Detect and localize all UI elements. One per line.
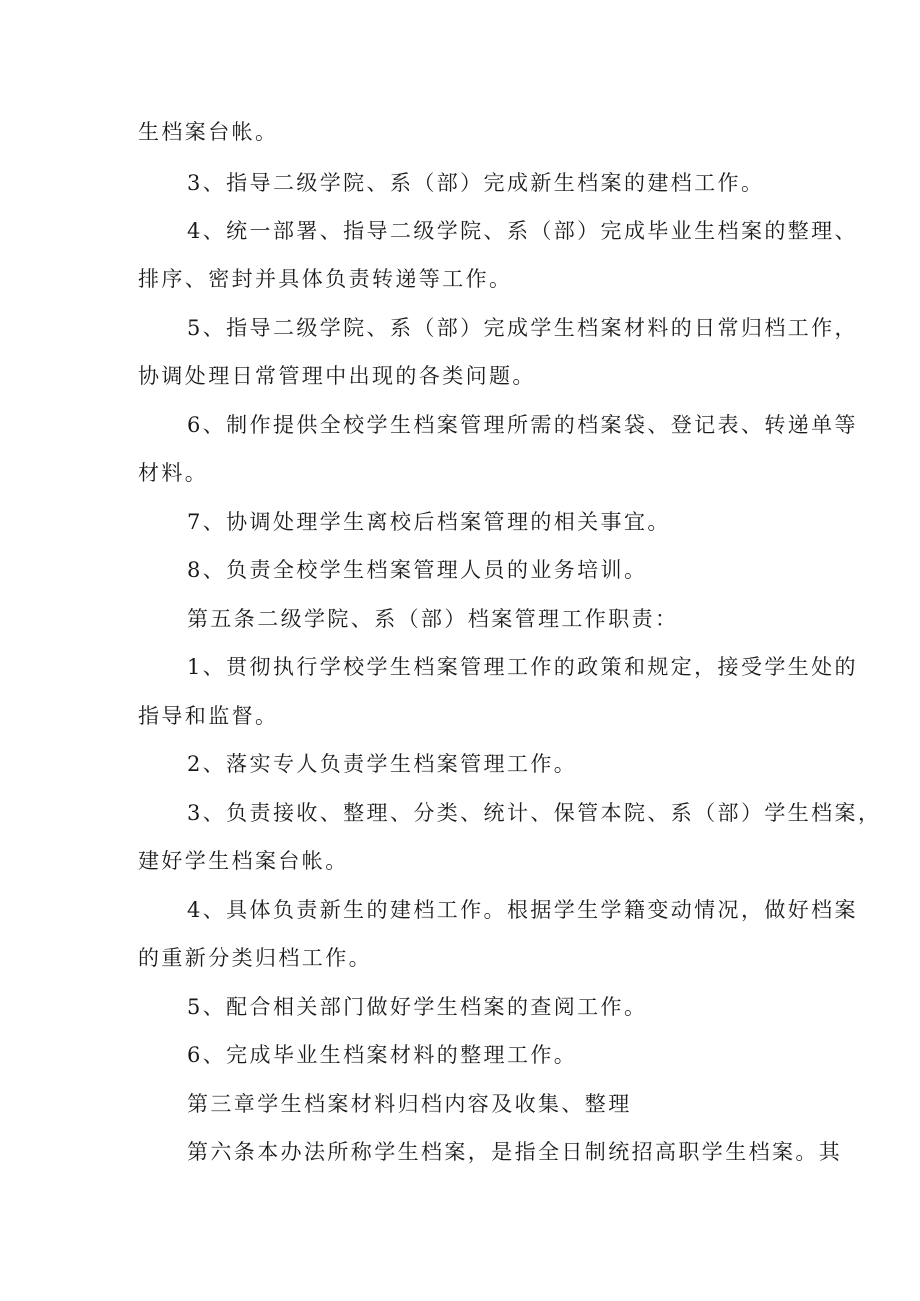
- text-line: 7、协调处理学生离校后档案管理的相关事宜。: [187, 510, 671, 534]
- text-line: 5、指导二级学院、系（部）完成学生档案材料的日常归档工作，: [187, 316, 858, 340]
- chapter-heading: 第三章学生档案材料归档内容及收集、整理: [187, 1092, 632, 1116]
- text-line: 3、指导二级学院、系（部）完成新生档案的建档工作。: [187, 171, 765, 195]
- text-line: 的重新分类归档工作。: [138, 946, 372, 970]
- text-line: 建好学生档案台帐。: [138, 849, 349, 873]
- text-line: 5、配合相关部门做好学生档案的查阅工作。: [187, 995, 648, 1019]
- text-line: 协调处理日常管理中出现的各类问题。: [138, 364, 536, 388]
- text-line: 4、统一部署、指导二级学院、系（部）完成毕业生档案的整理、: [187, 219, 858, 243]
- text-line: 2、落实专人负责学生档案管理工作。: [187, 752, 578, 776]
- text-line: 1、贯彻执行学校学生档案管理工作的政策和规定，接受学生处的: [187, 655, 858, 679]
- text-line: 6、制作提供全校学生档案管理所需的档案袋、登记表、转递单等: [187, 413, 858, 437]
- section-heading: 第五条二级学院、系（部）档案管理工作职责：: [187, 607, 679, 631]
- text-line: 排序、密封并具体负责转递等工作。: [138, 267, 513, 291]
- text-line: 8、负责全校学生档案管理人员的业务培训。: [187, 558, 648, 582]
- text-line: 材料。: [138, 461, 209, 485]
- text-line: 生档案台帐。: [138, 120, 279, 144]
- text-line: 第六条本办法所称学生档案，是指全日制统招高职学生档案。其: [187, 1140, 843, 1164]
- text-line: 3、负责接收、整理、分类、统计、保管本院、系（部）学生档案，: [187, 801, 882, 825]
- text-line: 指导和监督。: [138, 704, 279, 728]
- text-line: 4、具体负责新生的建档工作。根据学生学籍变动情况，做好档案: [187, 898, 858, 922]
- text-line: 6、完成毕业生档案材料的整理工作。: [187, 1043, 578, 1067]
